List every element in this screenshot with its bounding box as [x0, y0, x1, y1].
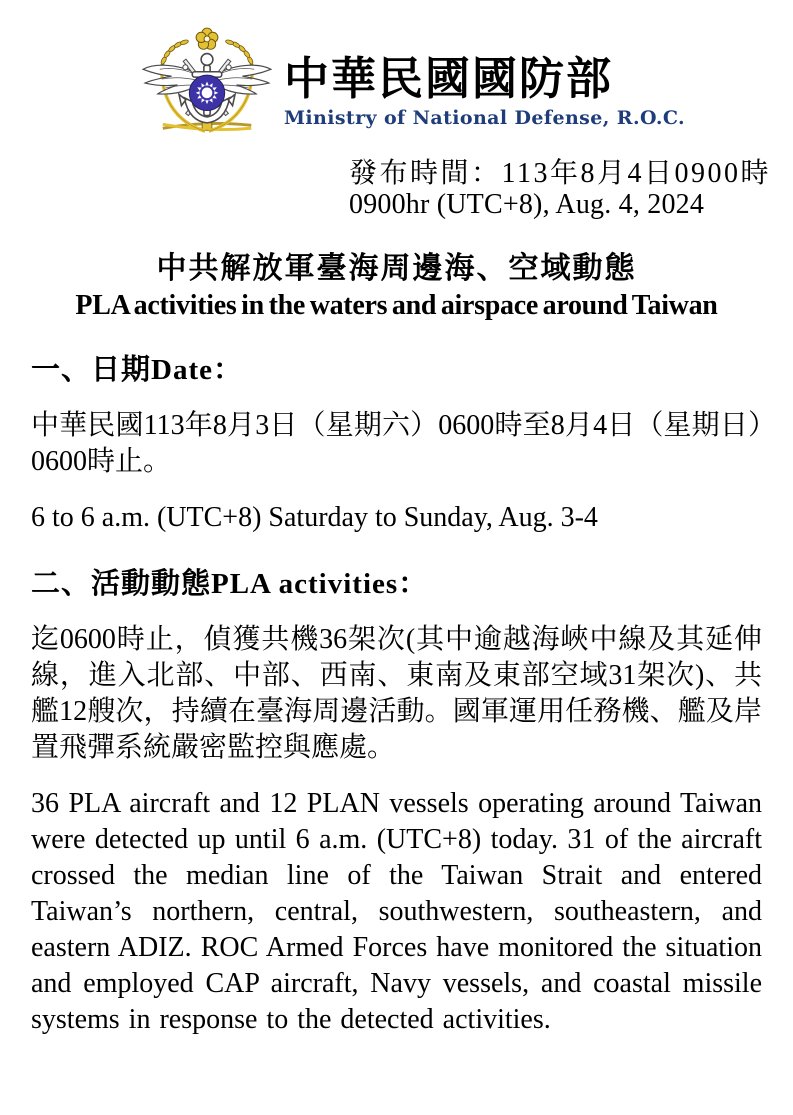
release-time-zh: 發布時間：113年8月4日0900時 [349, 158, 771, 189]
release-time-block [349, 158, 771, 220]
release-time-en: 0900hr (UTC+8), Aug. 4, 2024 [349, 189, 705, 220]
section-date-heading: 一、日期Date： [31, 354, 243, 386]
org-name-zh: 中華民國國防部 [283, 54, 613, 105]
section-activities-heading: 二、活動動態PLA activities： [31, 568, 429, 600]
date-paragraph-en: 6 to 6 a.m. (UTC+8) Saturday to Sunday, Aug. 3-4 [31, 502, 598, 533]
mnd-masthead [31, 24, 762, 146]
section-activities [31, 566, 762, 1038]
org-name-en: Ministry of National Defense, R.O.C. [283, 106, 686, 129]
date-paragraph-zh: 中華民國113年8月3日（星期六）0600時至8月4日（星期日）0600時止。 [31, 410, 762, 477]
doc-title-en: PLA activities in the waters and airspace around Taiwan [75, 290, 718, 321]
activities-paragraph-zh: 迄0600時止，偵獲共機36架次(其中逾越海峽中線及其延伸線，進入北部、中部、西南、東南及東部空域31架次)、共艦12艘次，持續在臺海周邊活動。國軍運用任務機、艦及岸置飛彈系統嚴密監控與應處。 [31, 624, 762, 763]
mnd-emblem-icon [138, 26, 276, 144]
doc-title-zh: 中共解放軍臺海周邊海、空域動態 [156, 252, 637, 285]
org-name-block [284, 41, 685, 129]
activities-paragraph-en: 36 PLA aircraft and 12 PLAN vessels operating around Taiwan were detected up until 6 a.m. (UTC+8) today. 31 of the aircraft crossed the median line of the Taiwan Strait and entered Taiwan’s northern, central, southwestern, southeastern, and eastern ADIZ. ROC Armed Forces have monitored the situation and employed CAP aircraft, Navy vessels, and coastal missile systems in response to the detected activities. [31, 788, 762, 1035]
section-date [31, 352, 762, 536]
